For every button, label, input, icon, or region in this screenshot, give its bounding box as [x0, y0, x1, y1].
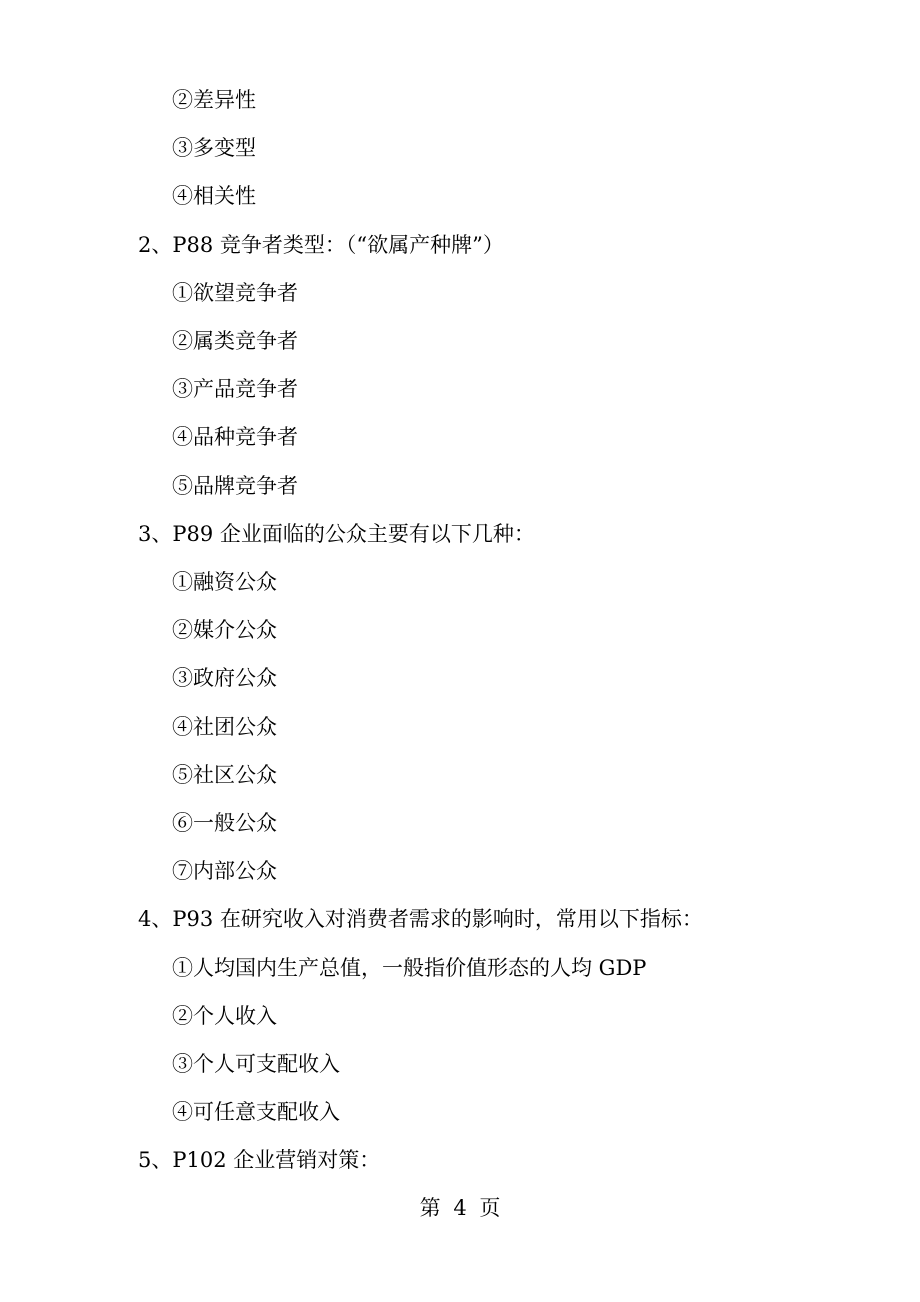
list-item: ③多变型: [172, 136, 256, 160]
list-item: ①融资公众: [172, 570, 277, 594]
section-heading: 5、P102 企业营销对策：: [138, 1148, 381, 1172]
list-item: ③个人可支配收入: [172, 1052, 340, 1076]
list-item: ④相关性: [172, 184, 256, 208]
list-item: ①人均国内生产总值，一般指价值形态的人均 GDP: [172, 956, 647, 980]
list-item: ①欲望竞争者: [172, 281, 298, 305]
section-heading: 3、P89 企业面临的公众主要有以下几种：: [138, 522, 535, 546]
list-item: ⑤社区公众: [172, 763, 277, 787]
list-item: ②媒介公众: [172, 618, 277, 642]
list-item: ④社团公众: [172, 715, 277, 739]
list-item: ④品种竞争者: [172, 425, 298, 449]
page-number: 第 4 页: [419, 1196, 501, 1220]
section-heading: 4、P93 在研究收入对消费者需求的影响时，常用以下指标：: [138, 907, 703, 931]
list-item: ⑦内部公众: [172, 859, 277, 883]
list-item: ⑤品牌竞争者: [172, 474, 298, 498]
list-item: ③产品竞争者: [172, 377, 298, 401]
list-item: ②差异性: [172, 88, 256, 112]
list-item: ③政府公众: [172, 666, 277, 690]
list-item: ②个人收入: [172, 1004, 277, 1028]
list-item: ②属类竞争者: [172, 329, 298, 353]
section-heading: 2、P88 竞争者类型：（“欲属产种牌”）: [138, 233, 504, 257]
list-item: ⑥一般公众: [172, 811, 277, 835]
list-item: ④可任意支配收入: [172, 1100, 340, 1124]
